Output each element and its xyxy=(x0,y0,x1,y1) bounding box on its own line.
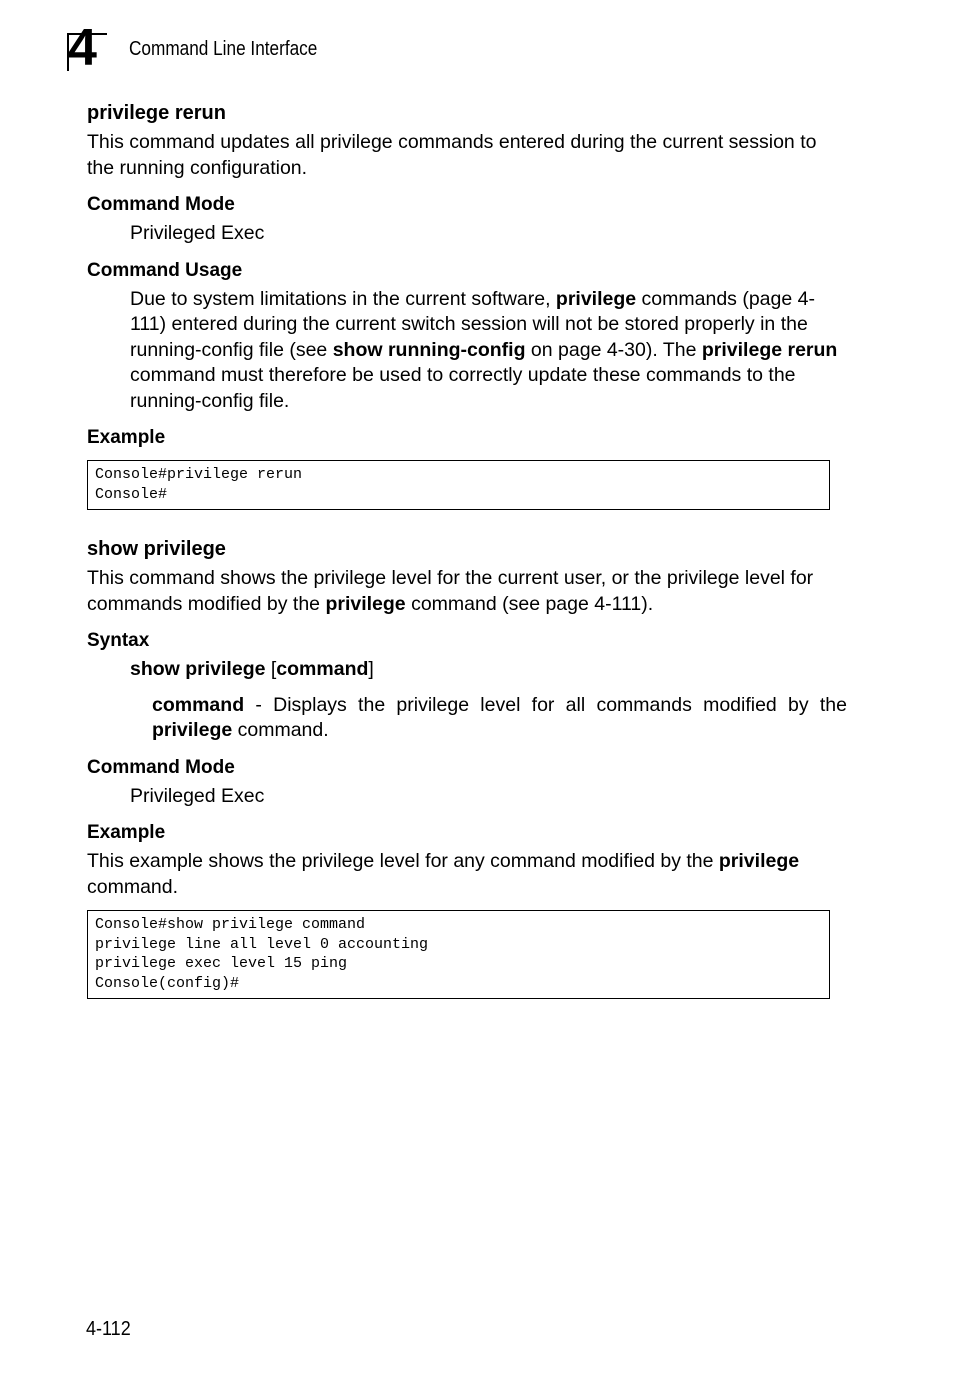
parameter-description: command - Displays the privilege level for all commands modified by the privilege command. xyxy=(152,693,847,741)
command-mode-heading: Command Mode xyxy=(87,756,235,778)
example-description: This example shows the privilege level for any command modified by the privilege command. xyxy=(87,850,800,898)
page-number: 4-112 xyxy=(86,1318,131,1340)
code-example: Console#show privilege command privilege line all level 0 accounting privilege exec level 15 ping Console(config)# xyxy=(87,910,830,999)
command-usage-text: Due to system limitations in the current software, privilege commands (page 4-111) entered during the current switch session will not be stored properly in the running-config file (see show running-config on page 4-30). The privilege rerun command must therefore be used to correctly update these commands to the running-config file. xyxy=(130,287,838,412)
syntax-line: show privilege [command] xyxy=(130,658,374,680)
example-heading: Example xyxy=(87,822,166,843)
command-usage-heading: Command Usage xyxy=(87,259,243,281)
section-heading-show-privilege: show privilege xyxy=(87,538,226,560)
syntax-heading: Syntax xyxy=(87,630,150,651)
command-mode-heading: Command Mode xyxy=(87,194,235,215)
code-example: Console#privilege rerun Console# xyxy=(87,460,830,510)
command-mode-value: Privileged Exec xyxy=(130,222,265,244)
section-description: This command shows the privilege level for the current user, or the privilege level for commands modified by the privilege command (see page 4-111). xyxy=(87,567,814,615)
page-content xyxy=(87,100,847,999)
example-heading: Example xyxy=(87,427,166,448)
chapter-number: 4 xyxy=(68,19,95,77)
section-description: This command updates all privilege commands entered during the current session to the running configuration. xyxy=(87,131,817,179)
command-mode-value: Privileged Exec xyxy=(130,784,265,807)
running-header: Command Line Interface xyxy=(129,38,318,60)
section-heading-privilege-rerun: privilege rerun xyxy=(87,102,226,124)
